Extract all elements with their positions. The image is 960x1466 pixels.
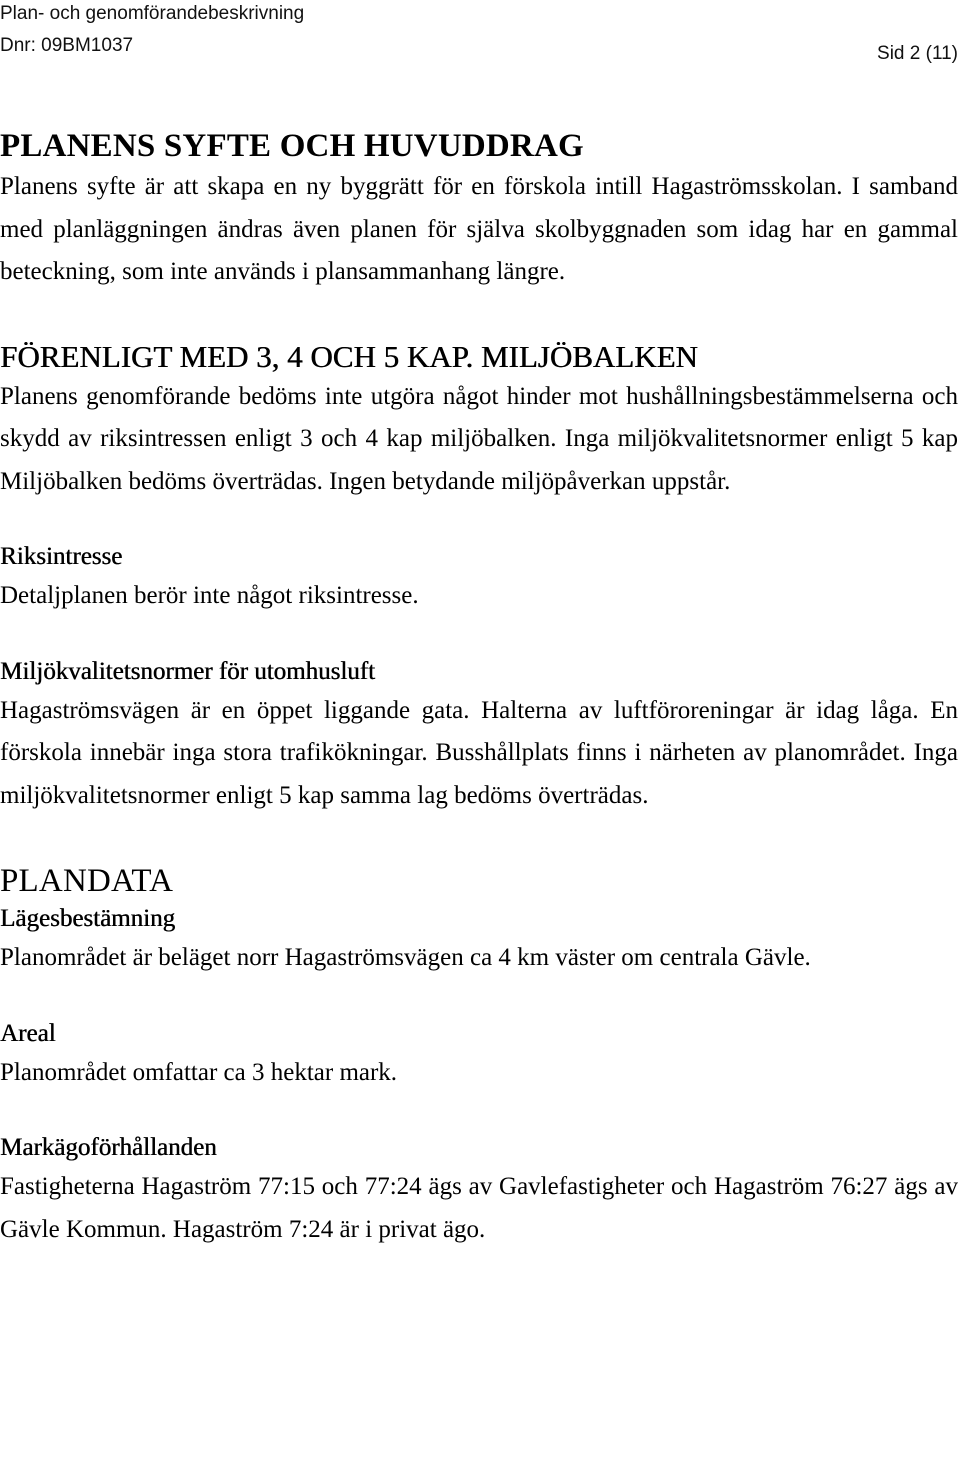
heading-miljobalken: FÖRENLIGT MED 3, 4 OCH 5 KAP. MILJÖBALKEN: [0, 338, 698, 374]
section-areal: [0, 1016, 958, 1095]
page-header: [0, 0, 960, 70]
section-lagesbestamning: [0, 901, 958, 980]
text-syfte: Planens syfte är att skapa en ny byggrätt för en förskola intill Hagaströmsskolan. I samband med planläggningen ändras även planen för själva skolbyggnaden som idag har en gammal beteckning, som inte används i plansammanhang längre.: [0, 173, 958, 285]
heading-lagesbestamning: Lägesbestämning: [0, 905, 175, 932]
section-markagoforhallanden: [0, 1130, 958, 1251]
section-syfte: [0, 126, 958, 294]
text-areal: Planområdet omfattar ca 3 hektar mark.: [0, 1058, 398, 1086]
heading-riksintresse: Riksintresse: [0, 543, 123, 570]
section-riksintresse: [0, 539, 958, 618]
heading-syfte: PLANENS SYFTE OCH HUVUDDRAG: [0, 128, 584, 164]
text-miljobalken: Planens genomförande bedöms inte utgöra något hinder mot hushållningsbestämmelserna och skydd av riksintressen enligt 3 och 4 kap miljöbalken. Inga miljökvalitetsnormer enligt 5 kap Miljöbalken bedöms överträdas. Ingen betydande miljöpåverkan uppstår.: [0, 382, 958, 495]
section-plandata: [0, 861, 958, 901]
heading-areal: Areal: [0, 1019, 56, 1047]
page-number: Sid 2 (11): [877, 43, 958, 64]
heading-markagoforhallanden: Markägoförhållanden: [0, 1134, 217, 1161]
text-markagoforhallanden: Fastigheterna Hagaström 77:15 och 77:24 ägs av Gavlefastigheter och Hagaström 76:27 ägs av Gävle Kommun. Hagaström 7:24 är i privat ägo.: [0, 1173, 958, 1243]
document-number: Dnr: 09BM1037: [0, 35, 134, 56]
document-body: [0, 126, 958, 1251]
text-utomhusluft: Hagaströmsvägen är en öppet liggande gata. Halterna av luftföroreningar är idag låga. En förskola innebär inga stora trafikökningar. Busshållplats finns i närheten av planområdet. Inga miljökvalitetsnormer enligt 5 kap samma lag bedöms överträdas.: [0, 696, 958, 809]
text-lagesbestamning: Planområdet är beläget norr Hagaströmsvägen ca 4 km väster om centrala Gävle.: [0, 944, 811, 971]
document-title: Plan- och genomförandebeskrivning: [0, 3, 305, 24]
text-riksintresse: Detaljplanen berör inte något riksintresse.: [0, 582, 419, 609]
heading-utomhusluft: Miljökvalitetsnormer för utomhusluft: [0, 657, 375, 685]
heading-plandata: PLANDATA: [0, 863, 174, 899]
section-utomhusluft: [0, 654, 958, 818]
section-miljobalken: [0, 338, 958, 504]
